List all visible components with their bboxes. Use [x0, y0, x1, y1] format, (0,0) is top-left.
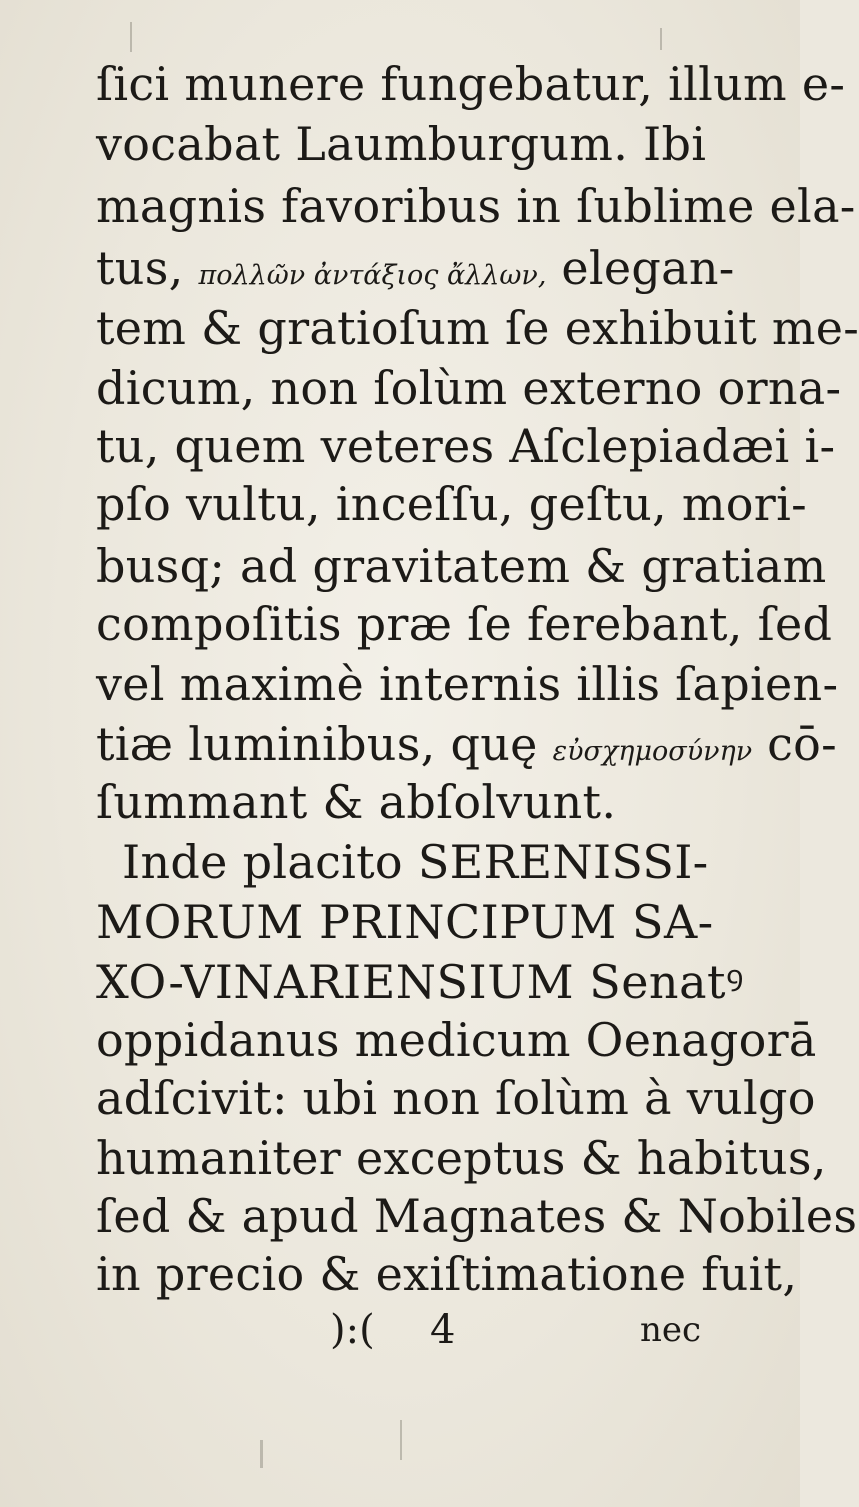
text-line: tu, quem veteres Aſclepiadæi i-	[96, 419, 836, 473]
signature-number: 4	[430, 1307, 456, 1353]
text-line: ſummant & abſolvunt.	[96, 775, 617, 829]
greek-phrase: εὐσχημοσύνην	[552, 736, 753, 767]
text-line: XO-VINARIENSIUM Senatꝰ	[96, 955, 745, 1009]
catchword: nec	[640, 1310, 702, 1350]
paragraph-start-line: Inde placito SERENISSI-	[122, 835, 709, 889]
text-line: dicum, non ſolùm externo orna-	[96, 361, 842, 415]
text-line: ſed & apud Magnates & Nobiles	[96, 1189, 858, 1243]
text-line	[96, 716, 837, 780]
text-line: tem & gratioſum ſe exhibuit me-	[96, 301, 859, 355]
text-line: MORUM PRINCIPUM SA-	[96, 895, 714, 949]
paper-speck	[260, 1440, 263, 1468]
latin-text: tus,	[96, 241, 199, 295]
text-line: compoſitis præ ſe ferebant, ſed	[96, 597, 833, 651]
text-line: oppidanus medicum Oenagorā	[96, 1013, 817, 1067]
signature-mark: ):(	[330, 1307, 375, 1353]
paper-speck	[400, 1420, 402, 1460]
latin-text: elegan-	[546, 241, 735, 295]
greek-phrase: πολλῶν ἀντάξιος ἄλλων,	[198, 260, 547, 291]
text-line: ſici munere fungebatur, illum e-	[96, 57, 846, 111]
text-line: in precio & exiſtimatione fuit,	[96, 1247, 798, 1301]
latin-text: cō-	[752, 717, 837, 771]
text-line: adſcivit: ubi non ſolùm à vulgo	[96, 1071, 816, 1125]
text-line: vocabat Laumburgum. Ibi	[96, 117, 707, 171]
text-line: pſo vultu, inceſſu, geſtu, mori-	[96, 477, 807, 531]
text-line: magnis favoribus in ſublime ela-	[96, 179, 856, 233]
text-line	[96, 240, 735, 304]
latin-text: tiæ luminibus, quę	[96, 717, 553, 771]
text-line: vel maximè internis illis ſapien-	[96, 657, 839, 711]
text-line: humaniter exceptus & habitus,	[96, 1131, 827, 1185]
paper-speck	[660, 28, 662, 50]
text-line: busq; ad gravitatem & gratiam	[96, 539, 827, 593]
paper-speck	[130, 22, 132, 52]
